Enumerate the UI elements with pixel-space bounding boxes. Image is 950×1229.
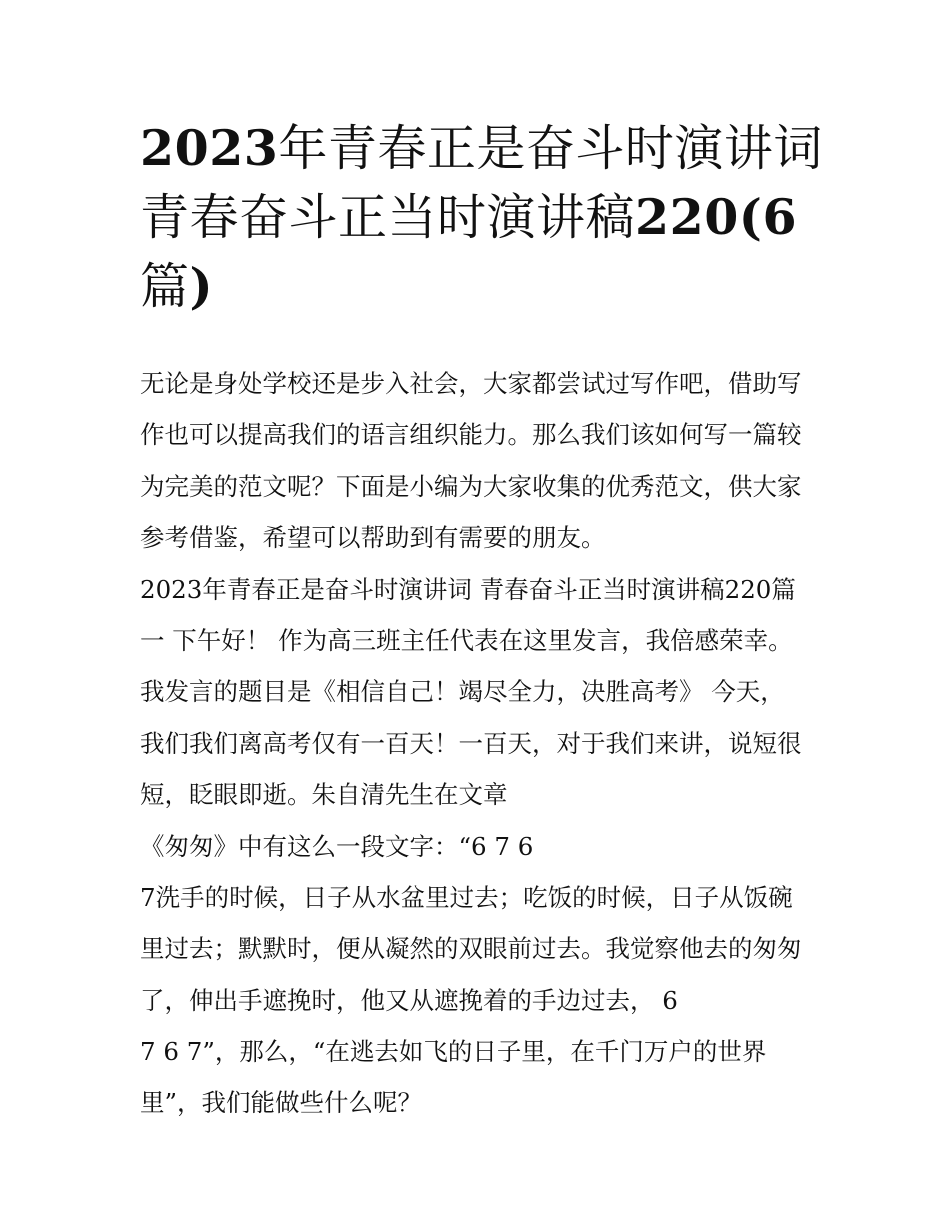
body-line: 里”，我们能做些什么呢？	[140, 1088, 423, 1118]
title-line: 2023年青春正是奋斗时演讲词	[140, 119, 823, 177]
body-line: 为完美的范文呢？下面是小编为大家收集的优秀范文，供大家	[140, 471, 802, 501]
body-line: 我发言的题目是《相信自己！竭尽全力，决胜高考》 今天，	[140, 677, 785, 707]
body-line: 作也可以提高我们的语言组织能力。那么我们该如何写一篇较	[140, 420, 802, 450]
document-title	[140, 114, 823, 321]
body-line: 短，眨眼即逝。朱自清先生在文章	[140, 780, 508, 810]
body-line: 我们我们离高考仅有一百天！一百天，对于我们来讲，说短很	[140, 728, 802, 758]
body-line: 参考借鉴，希望可以帮助到有需要的朋友。	[140, 523, 606, 553]
document-body	[140, 358, 830, 1129]
body-line: 《匆匆》中有这么一段文字：“6 7 6	[140, 831, 534, 861]
body-line: 里过去；默默时，便从凝然的双眼前过去。我觉察他去的匆匆	[140, 934, 802, 964]
body-line: 7 6 7”，那么，“在逃去如飞的日子里，在千门万户的世界	[140, 1037, 767, 1067]
body-line: 7洗手的时候，日子从水盆里过去；吃饭的时候，日子从饭碗	[140, 882, 793, 912]
body-line: 2023年青春正是奋斗时演讲词 青春奋斗正当时演讲稿220篇	[140, 574, 796, 604]
body-line: 无论是身处学校还是步入社会，大家都尝试过写作吧，借助写	[140, 369, 802, 398]
body-line: 一 下午好！ 作为高三班主任代表在这里发言，我倍感荣幸。	[140, 625, 793, 655]
title-line: 青春奋斗正当时演讲稿220(6	[140, 188, 798, 246]
body-line: 了，伸出手遮挽时，他又从遮挽着的手边过去， 6	[140, 985, 678, 1015]
title-line: 篇)	[140, 257, 214, 315]
